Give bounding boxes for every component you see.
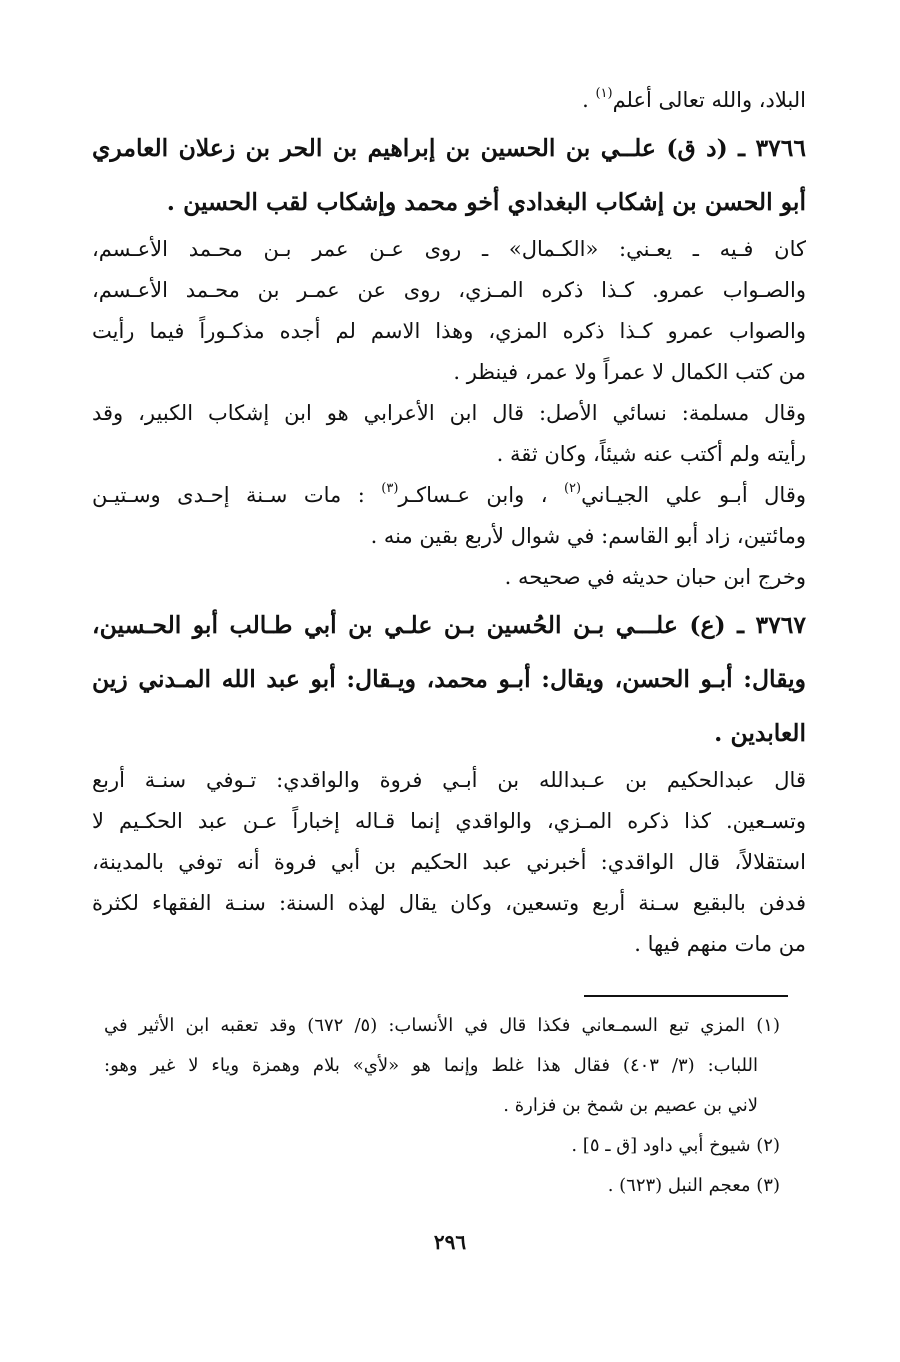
entry-3767-heading-line-2: ويقال: أبـو الحسن، ويقال: أبـو محمد، ويـقال: أبو عبد الله المـدني زين <box>92 665 806 693</box>
footnote-2: (٢) شيوخ أبي داود [ق ـ ٥] . <box>571 1135 780 1156</box>
entry-3767-heading-line-3: العابدين . <box>714 719 806 747</box>
paragraph-5-line-2: وتسـعين. كذا ذكره المـزي، والواقدي إنما قـاله إخباراً عـن عبد الحكـيم لا <box>92 809 806 833</box>
paragraph-5-line-1: قال عبدالحكيم بن عـبدالله بن أبـي فروة والواقدي: تـوفي سنـة أربع <box>92 768 806 792</box>
paragraph-2-line-1: وقال مسلمة: نسائي الأصل: قال ابن الأعرابي هو ابن إشكاب الكبير، وقد <box>92 401 806 425</box>
footnote-ref-1: (١) <box>595 86 613 101</box>
paragraph-2-line-2: رأيته ولم أكتب عنه شيئاً، وكان ثقة . <box>496 442 806 466</box>
continuation-end: . <box>582 88 596 112</box>
paragraph-1-line-2: والصـواب عمرو. كـذا ذكره المـزي، روى عن عمـر بن محـمد الأعـسم، <box>92 278 806 302</box>
paragraph-5-line-3: استقلالاً، قال الواقدي: أخبرني عبد الحكيم بن أبي فروة أنه توفي بالمدينة، <box>92 850 806 874</box>
entry-3767-heading-line-1: ٣٧٦٧ ـ (ع) علـــي بـن الحُسين بـن علـي بن أبي طـالب أبو الحـسين، <box>92 611 806 639</box>
footnote-1-line-2: اللباب: (٣/ ٤٠٣) فقال هذا غلط وإنما هو «لأي» بلام وهمزة وياء لا غير وهو: <box>104 1055 758 1076</box>
paragraph-4-line-1: وخرج ابن حبان حديثه في صحيحه . <box>504 565 806 589</box>
page-number: ٢٩٦ <box>433 1230 467 1254</box>
paragraph-5-line-5: من مات منهم فيها . <box>634 932 806 956</box>
footnote-ref-2: (٢) <box>563 481 582 496</box>
paragraph-3-line-1 <box>92 475 806 516</box>
paragraph-1-line-1: كان فـيه ـ يعـني: «الكـمال» ـ روى عـن عمر بـن محـمد الأعـسم، <box>92 237 806 261</box>
footnote-1-line-1: (١) المزي تبع السمـعاني فكذا قال في الأنساب: (٥/ ٦٧٢) وقد تعقبه ابن الأثير في <box>104 1015 780 1036</box>
paragraph-3-line-2: ومائتين، زاد أبو القاسم: في شوال لأربع بقين منه . <box>370 524 806 548</box>
paragraph-3-seg-2: ، وابن عـساكـر <box>398 483 564 507</box>
paragraph-1-line-3: والصواب عمرو كـذا ذكره المزي، وهذا الاسم لم أجده مذكـوراً فيما رأيت <box>92 319 806 343</box>
entry-3766-heading-line-2: أبو الحسن بن إشكاب البغدادي أخو محمد وإشكاب لقب الحسين . <box>166 188 806 216</box>
footnotes <box>104 1006 780 1206</box>
continuation-line <box>92 80 806 121</box>
paragraph-3-seg-3: : مات سـنة إحـدى وسـتيـن <box>92 483 382 507</box>
entry-3766-heading-line-1: ٣٧٦٦ ـ (د ق) علــي بن الحسين بن إبراهيم بن الحر بن زعلان العامري <box>92 134 806 162</box>
paragraph-3-seg-1: وقال أبـو علي الجيـاني <box>581 483 807 507</box>
footnote-3: (٣) معجم النبل (٦٢٣) . <box>607 1175 780 1196</box>
paragraph-5-line-4: فدفن بالبقيع سـنة أربع وتسعين، وكان يقال لهذه السنة: سنـة الفقهاء لكثرة <box>92 891 806 915</box>
footnote-separator <box>584 995 788 997</box>
continuation-text: البلاد، والله تعالى أعلم <box>612 88 806 112</box>
footnote-ref-3: (٣) <box>381 481 399 496</box>
footnote-1-line-3: لاني بن عصيم بن شمخ بن فزارة . <box>503 1095 758 1116</box>
paragraph-1-line-4: من كتب الكمال لا عمراً ولا عمر، فينظر . <box>453 360 806 384</box>
